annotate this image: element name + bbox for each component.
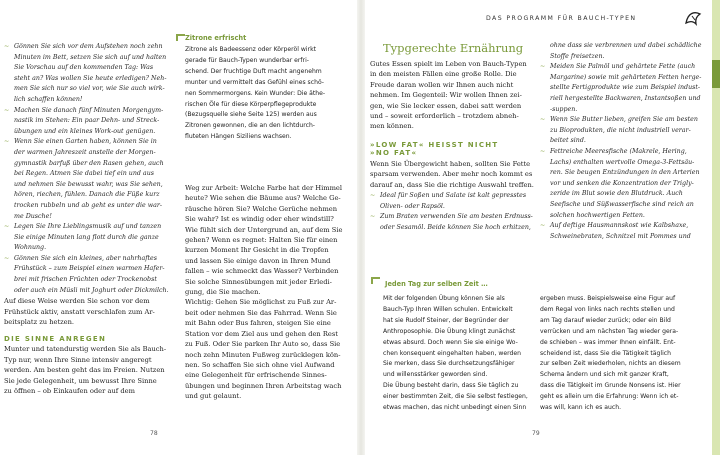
text-line: Oliven- oder Rapsöl. bbox=[380, 202, 445, 210]
text-line: Fettreiche Meeresfische (Makrele, Hering, bbox=[550, 147, 687, 155]
text-line: beitsplatz zu hetzen. bbox=[4, 318, 75, 327]
bullet-mark: ~ bbox=[4, 254, 10, 262]
text-line: einer bestimmten Zeit, die Sie selbst festlegen, bbox=[383, 393, 528, 401]
right-page-number: 79 bbox=[532, 430, 540, 437]
bullet-item bbox=[4, 137, 174, 222]
bullet-list bbox=[4, 42, 174, 296]
left-page-number: 78 bbox=[150, 430, 158, 437]
text-line: und gut gelaunt. bbox=[185, 392, 242, 401]
text-line: zeride im Blut sowie den Blutdruck. Auch bbox=[550, 190, 683, 198]
text-line: werden. Am besten geht das im Freien. Nutzen bbox=[4, 366, 165, 375]
text-line: dem Regal von links nach rechts stellen und bbox=[540, 305, 675, 313]
text-line: Gönnen Sie sich ein kleines, aber nahrhaftes bbox=[14, 254, 158, 262]
text-line: Zitrone als Badeessenz oder Körperöl wirkt bbox=[185, 46, 316, 53]
text-line: Wichtig: Gehen Sie möglichst zu Fuß zur Ar- bbox=[185, 298, 337, 307]
logo-icon bbox=[683, 9, 705, 27]
right-box-title: Jeden Tag zur selben Zeit … bbox=[385, 280, 488, 288]
text-line: und lassen Sie einige davon in Ihren Mund bbox=[185, 256, 331, 265]
bullet-mark: ~ bbox=[4, 43, 10, 50]
text-line: hören, riechen, fühlen. Danach die Füße kurz bbox=[14, 191, 160, 199]
text-line: Wie fühlt sich der Untergrund an, auf dem Sie bbox=[185, 225, 343, 234]
text-line: etwas machen, das nicht unbedingt einen Sinn bbox=[383, 404, 527, 412]
bullet-item bbox=[540, 115, 710, 147]
text-line: am Tag darauf wieder zurück; oder ein Bild bbox=[540, 316, 671, 324]
bullet-item bbox=[4, 254, 174, 296]
section-heading: DIE SINNE ANREGEN bbox=[4, 335, 107, 344]
text-line: Typ nur, wenn Ihre Sinne intensiv angeregt bbox=[4, 355, 152, 364]
text-line: brei mit frischen Früchten oder Trockenobst bbox=[14, 276, 157, 284]
text-line: vor und senken die Konzentration der Trigly- bbox=[550, 179, 694, 187]
text-line: Meiden Sie Palmöl und gehärtete Fette (auch bbox=[550, 63, 696, 71]
bullet-mark: ~ bbox=[540, 63, 546, 71]
left-page-info-box bbox=[185, 34, 355, 143]
text-line: Gutes Essen spielt im Leben von Bauch-Typen bbox=[370, 60, 527, 68]
text-line: rischen Öle für diese Körperpflegeprodukte bbox=[185, 100, 317, 108]
text-line: ren. Sie beugen Entzündungen in den Arterien bbox=[550, 169, 700, 177]
paragraph bbox=[4, 296, 174, 327]
text-line: Seefische und Süßwasserfische sind reich an bbox=[550, 200, 694, 208]
bullet-item bbox=[4, 222, 174, 254]
text-line: hat sie Rudolf Steiner, der Begründer der bbox=[383, 316, 509, 324]
bullet-item bbox=[370, 191, 530, 212]
text-line: steht an? Was wollen Sie heute erledigen? Neh- bbox=[14, 74, 167, 82]
left-page-column-2 bbox=[185, 183, 355, 402]
right-page-column-2 bbox=[540, 41, 710, 242]
text-line: Minuten im Bett, setzen Sie sich auf und halten bbox=[14, 53, 167, 61]
text-line: zu Bioprodukten, die nicht industriell verar- bbox=[550, 126, 691, 134]
bullet-mark: ~ bbox=[370, 192, 376, 200]
text-line: eine Gelegenheit für erfrischende Sinnes- bbox=[185, 371, 327, 380]
right-page-column-1 bbox=[370, 41, 534, 233]
text-line: scheidend ist, dass Sie die Tätigkeit täglich bbox=[540, 349, 671, 357]
bullet-item bbox=[540, 147, 710, 221]
text-line: Gönnen Sie sich vor dem Aufstehen noch zehn bbox=[14, 43, 163, 50]
text-line: Legen Sie Ihre Lieblingsmusik auf und tanzen bbox=[14, 223, 162, 231]
text-line: Munter und tatendurstig werden Sie als Bauch- bbox=[4, 345, 167, 354]
bullet-mark: ~ bbox=[4, 106, 10, 114]
text-line: ohne dass sie verbrennen und dabei schädliche bbox=[550, 42, 702, 49]
text-line: Stoffe freisetzen. bbox=[550, 52, 605, 60]
text-line: kurzen Moment Ihr Gesicht in die Tropfen bbox=[185, 246, 329, 255]
text-line: der warmen Jahreszeit anstelle der Morgen- bbox=[14, 148, 156, 156]
text-line: Zum Braten verwenden Sie am besten Erdnuss- bbox=[380, 213, 533, 221]
text-line: und nehmen Sie bewusst wahr, was Sie sehen, bbox=[14, 180, 163, 188]
text-line: oder auch ein Müsli mit Joghurt oder Dickmilch. bbox=[14, 286, 169, 294]
text-line: nastik im Stehen: Ein paar Dehn- und Streck- bbox=[14, 117, 160, 125]
text-line: gerade für Bauch-Typen wunderbar erfri- bbox=[185, 56, 309, 64]
text-line: Sie Vorschau auf den kommenden Tag: Was bbox=[14, 64, 154, 72]
text-line: zu Fuß. Oder Sie parken Ihr Auto so, dass Sie bbox=[185, 340, 341, 349]
text-line: nehmen. Im Gegenteil: Wir wollen Ihnen zei- bbox=[370, 91, 522, 100]
bullet-mark: ~ bbox=[370, 213, 376, 221]
text-line: Wenn Sie Übergewicht haben, sollten Sie Fette bbox=[370, 159, 531, 168]
text-line: Sie jede Gelegenheit, um bewusst Ihre Sinne bbox=[4, 376, 157, 385]
text-line: oder Sesamöl. Beide können Sie hoch erhitzen, bbox=[380, 223, 531, 231]
text-line: Mit der folgenden Übung können Sie als bbox=[383, 295, 505, 302]
text-line: geht es allein um die Erfahrung: Wenn ich et- bbox=[540, 393, 679, 401]
text-line: trocken rubbeln und ab geht es unter die war- bbox=[14, 201, 163, 209]
text-line: beitet sind. bbox=[550, 137, 586, 145]
text-line: Sie einige Minuten lang flott durch die ganze bbox=[14, 233, 159, 241]
text-line: fluteten Hängen Siziliens wachsen. bbox=[185, 133, 292, 141]
text-line: heute? Wie sehen die Bäume aus? Welche Ge- bbox=[185, 194, 341, 203]
paragraph bbox=[185, 183, 355, 402]
text-line: lich schaffen können! bbox=[14, 95, 83, 103]
bullet-item bbox=[370, 212, 533, 233]
text-line: ergeben muss. Beispielsweise eine Figur auf bbox=[540, 295, 676, 302]
text-line: Freude daran wollen wir Ihnen auch nicht bbox=[370, 80, 514, 89]
bullet-item bbox=[4, 42, 174, 106]
page-title: Typgerechte Ernährung bbox=[383, 41, 524, 55]
bullet-mark: ~ bbox=[540, 116, 546, 124]
bullet-item bbox=[540, 221, 710, 242]
text-line: Sie solche Sinnesübungen mit jeder Erledi- bbox=[185, 277, 332, 286]
left-page-column-1 bbox=[4, 42, 174, 397]
text-line: Zitronen gewonnen, die an den lichtdurch- bbox=[185, 122, 316, 130]
text-line: was will, kann ich es auch. bbox=[540, 404, 622, 412]
text-line: Frühstück – zum Beispiel einen warmen Hafer- bbox=[14, 265, 165, 273]
text-line: räusche hören Sie? Welche Gerüche nehmen bbox=[185, 204, 338, 213]
text-line: Ideal für Soßen und Salate ist kalt gepresstes bbox=[380, 192, 527, 200]
text-line: gung, die Sie machen. bbox=[185, 288, 261, 297]
paragraph bbox=[4, 344, 174, 396]
text-line: Frühstück aktiv, anstatt verschlafen zum Ar- bbox=[4, 307, 155, 316]
text-line: (Bezugsquelle siehe Seite 125) werden aus bbox=[185, 111, 317, 119]
text-line: Machen Sie danach fünf Minuten Morgengym- bbox=[14, 106, 164, 114]
bullet-mark: ~ bbox=[540, 147, 546, 155]
text-line: gen, wie Sie lecker essen, dabei satt werden bbox=[370, 101, 522, 110]
text-line: gymnastik barfuß über den Rasen gehen, auch bbox=[14, 159, 164, 167]
text-line: Auf diese Weise werden Sie schon vor dem bbox=[4, 297, 150, 306]
text-line: in den meisten Fällen eine große Rolle. Die bbox=[370, 70, 517, 79]
running-header: DAS PROGRAMM FÜR BAUCH-TYPEN bbox=[486, 15, 637, 22]
text-line: Wenn Sie Butter lieben, greifen Sie am besten bbox=[550, 116, 698, 124]
text-line: Die Übung besteht darin, dass Sie täglich zu bbox=[383, 382, 519, 390]
text-line: men Sie sich nur so viel vor, wie Sie auch wirk- bbox=[14, 85, 165, 93]
text-line: nen Sommermorgens. Kein Wunder: Die äthe- bbox=[185, 89, 326, 97]
box-title: Zitrone erfrischt bbox=[185, 34, 247, 42]
text-line: Sie wahr? Ist es windig oder eher windstill? bbox=[185, 215, 334, 224]
text-line: bei Regen. Atmen Sie dabei tief ein und aus bbox=[14, 170, 154, 178]
text-line: und – soweit erforderlich – trotzdem abneh- bbox=[370, 112, 519, 121]
bullet-mark: ~ bbox=[4, 138, 10, 146]
text-line: fallen – wie schmeckt das Wasser? Verbinden bbox=[185, 267, 339, 276]
right-box-column-1 bbox=[383, 294, 543, 414]
bullet-item bbox=[4, 106, 174, 138]
text-line: beit oder nehmen Sie das Fahrrad. Wenn Sie bbox=[185, 308, 337, 317]
text-line: Sie merken, dass Sie durchsetzungsfähiger bbox=[383, 360, 515, 368]
text-line: de schieben – was immer Ihnen einfällt. Ent- bbox=[540, 338, 676, 346]
text-line: Lachs) enthalten wertvolle Omega-3-Fettsäu- bbox=[550, 158, 695, 166]
text-line: noch zehn Minuten Fußweg zurücklegen kön- bbox=[185, 350, 341, 359]
text-line: stellte Fertigprodukte wie zum Beispiel indust- bbox=[550, 84, 701, 92]
text-line: schend. Der fruchtige Duft macht angenehm bbox=[185, 67, 322, 75]
box-bracket-mark bbox=[176, 34, 185, 41]
text-line: Auf deftige Hausmannskost wie Kalbshaxe, bbox=[550, 222, 689, 230]
text-line: »LOW FAT« HEISST NICHT bbox=[370, 140, 499, 149]
box-bracket-mark bbox=[371, 277, 380, 284]
text-line: übungen und ein kleines Work-out genügen. bbox=[14, 127, 156, 135]
text-line: mit Bahn oder Bus fahren, steigen Sie eine bbox=[185, 319, 331, 328]
text-line: »NO FAT« bbox=[370, 148, 418, 157]
text-line: me Dusche! bbox=[14, 212, 52, 220]
text-line: Schema ändern und sich mit ganzer Kraft, bbox=[540, 371, 669, 379]
text-line: dass die Tätigkeit im Grunde Nonsens ist. Hier bbox=[540, 382, 681, 390]
bullet-mark: ~ bbox=[540, 222, 546, 230]
page-gutter bbox=[357, 0, 365, 455]
text-line: übungen und beginnen Ihren Arbeitstag wach bbox=[185, 381, 342, 390]
text-line: etwas absurd. Doch wenn Sie sie einige Wo- bbox=[383, 338, 518, 346]
text-line: Anthroposophie. Die Übung klingt zunächst bbox=[383, 327, 516, 335]
bullet-mark: ~ bbox=[4, 223, 10, 231]
text-line: solchen hochwertigen Fetten. bbox=[550, 211, 645, 219]
text-line: Margarine) sowie mit gehärteten Fetten herge- bbox=[550, 73, 702, 81]
text-line: und willensstärker geworden sind. bbox=[383, 371, 488, 379]
text-line: riell hergestellte Backwaren, Instantsoßen und bbox=[550, 94, 701, 102]
text-line: men können. bbox=[370, 122, 414, 131]
page-edge-tab-marker bbox=[712, 60, 720, 88]
text-line: nen. So schaffen Sie sich ohne viel Aufwand bbox=[185, 360, 335, 369]
text-line: Wenn Sie einen Garten haben, können Sie in bbox=[14, 138, 157, 146]
bullet-item bbox=[540, 62, 710, 115]
text-line: Station vor dem Ziel aus und gehen den Rest bbox=[185, 329, 338, 338]
text-line: zu öffnen – ob Einkaufen oder auf dem bbox=[4, 387, 135, 396]
text-line: verrücken und am nächsten Tag wieder gera- bbox=[540, 327, 679, 335]
text-line: Bauch-Typ Ihren Willen schulen. Entwickelt bbox=[383, 305, 513, 313]
text-line: Schweinebraten, Schnitzel mit Pommes und bbox=[550, 232, 691, 240]
text-line: Wohnung. bbox=[14, 244, 47, 252]
text-line: munter und vermittelt das Gefühl eines schö- bbox=[185, 78, 324, 86]
text-line: sparsam verwenden. Aber mehr noch kommt es bbox=[370, 170, 533, 179]
right-box-column-2 bbox=[540, 294, 710, 414]
text-line: -suppen. bbox=[550, 105, 578, 113]
text-line: chen konsequent eingehalten haben, werden bbox=[383, 349, 521, 357]
text-line: gehen? Wenn es regnet: Halten Sie für einen bbox=[185, 236, 338, 245]
text-line: zur selben Zeit wiederholen, nichts an diesem bbox=[540, 360, 681, 368]
text-line: Weg zur Arbeit: Welche Farbe hat der Himmel bbox=[185, 184, 343, 192]
text-line: darauf an, dass Sie die richtige Auswahl treffen. bbox=[370, 180, 534, 189]
